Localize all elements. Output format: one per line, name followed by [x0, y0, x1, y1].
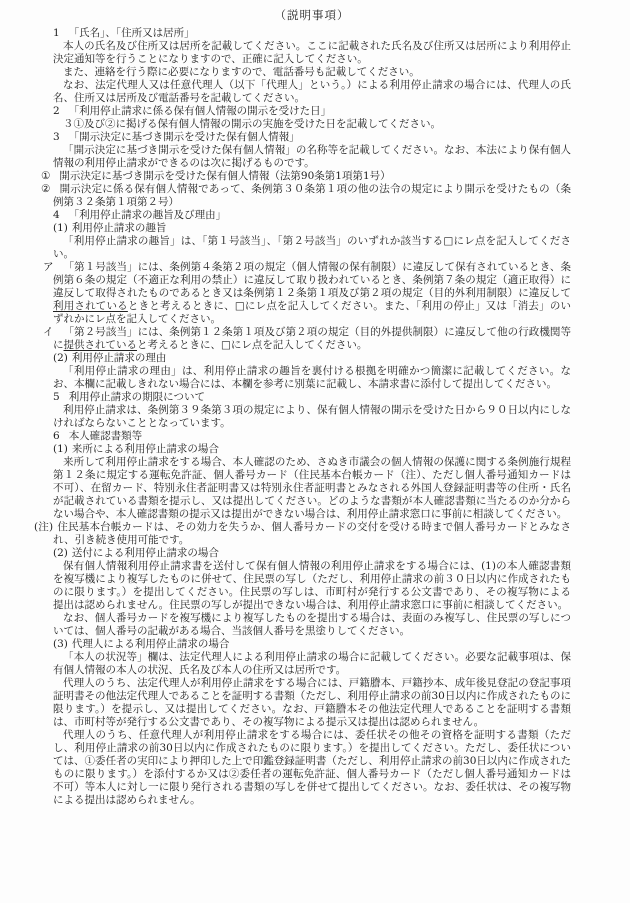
item-marker: (1) — [53, 443, 68, 455]
block-subhead — [53, 352, 571, 365]
block-para — [53, 144, 571, 170]
block-subpara — [53, 612, 571, 638]
item-marker: イ — [43, 326, 54, 338]
section-number: 5 — [53, 391, 60, 403]
block-subpara — [53, 677, 571, 729]
block-note — [34, 521, 571, 547]
block-text: なお、法定代理人又は任意代理人（以下「代理人」という。）による利用停止請求の場合には、代理人の氏名、住所又は居所及び電話番号を記載してください。 — [53, 79, 571, 104]
block-text: 「利用停止請求の理由」は、利用停止請求の趣旨を裏付ける根拠を明確かつ簡潔に記載してください。なお、本欄に記載しきれない場合には、本欄を参考に別葉に記載し、本請求書に添付して提出してください。 — [53, 365, 571, 390]
block-subpara — [53, 365, 571, 391]
item-marker: (2) — [53, 352, 68, 364]
block-text: 「開示決定に基づき開示を受けた保有個人情報」の名称等を記載してください。なお、本法により保有個人情報の利用停止請求ができるのは次に掲げるものです。 — [53, 144, 571, 169]
block-text: 代理人による利用停止請求の場合 — [71, 638, 230, 650]
section-number: 3 — [53, 131, 60, 143]
block-text: 「第１号該当」には、条例第４条第２項の規定（個人情報の保有制限）に違反して保有されているとき、条例第６条の規定（不適正な利用の禁止）に違反して取り扱われているとき、条例第７条の規定（適正取得）に違反して取得されたものであるとき又は条例第１２条第１項及び第２項の規定（目的外利用制限）に違反して — [53, 261, 572, 299]
block-text: ときと考えるときに、□にレ点を記入してください。また、「利用の停止」又は「消去」のいずれかにレ点を記入してください。 — [53, 300, 572, 325]
block-heading — [53, 105, 571, 118]
document-title: （説明事項） — [274, 8, 350, 22]
block-text: 代理人のうち、法定代理人が利用停止請求をする場合には、戸籍謄本、戸籍抄本、成年後見登記の登記事項証明書その他法定代理人であることを証明する書類（ただし、利用停止請求の前30日以内に作成されたものに限ります。）を提示し、又は提出してください。なお、戸籍謄本その他法定代理人であることを証明する書類は、市町村等が発行する公文書であり、その複写物による提示又は提出は認められません。 — [53, 677, 571, 728]
block-text: 「第２号該当」には、条例第１２条第１項及び第２項の規定（目的外提供制限）に違反して他の行政機関等に — [53, 326, 572, 351]
section-heading-text: 「利用停止請求の趣旨及び理由」 — [68, 209, 227, 221]
underlined-text: 利用されている — [53, 300, 128, 312]
item-marker: (1) — [53, 222, 68, 234]
block-text: 利用停止請求の理由 — [71, 352, 167, 364]
block-text: 住民基本台帳カードは、その効力を失うか、個人番号カードの交付を受ける時まで個人番号カードとみなされ、引き続き使用可能です。 — [53, 521, 571, 546]
block-circ — [41, 170, 571, 183]
block-subhead — [53, 547, 571, 560]
block-text: 代理人のうち、任意代理人が利用停止請求をする場合には、委任状その他その資格を証明する書類（ただし、利用停止請求の前30日以内に作成されたものに限ります。）を提出してください。ただし、委任状については、①委任者の実印により押印した上で印鑑登録証明書（ただし、利用停止請求の前30日以内に作成されたものに限ります。）を添付するか又は②委任者の運転免許証、個人番号カード（ただし個人番号通知カードは不可）等本人に対し一に限り発行される書類の写しを併せて提出してください。なお、委任状は、その複写物による提出は認められません。 — [53, 729, 571, 806]
section-heading-text: 「開示決定に基づき開示を受けた保有個人情報」 — [68, 131, 300, 143]
block-text: 利用停止請求の趣旨 — [71, 222, 167, 234]
block-subpara — [53, 456, 571, 521]
block-circ — [41, 183, 571, 209]
block-heading — [53, 27, 571, 40]
block-para — [53, 118, 571, 131]
item-marker: (注) — [34, 521, 54, 533]
block-subhead — [53, 638, 571, 651]
block-subpara — [53, 651, 571, 677]
block-heading — [53, 391, 571, 404]
block-text: 「利用停止請求の趣旨」は、「第１号該当」、「第２号該当」のいずれか該当する□にレ点を記入してください。 — [53, 235, 571, 260]
item-marker: ア — [43, 261, 54, 273]
block-heading — [53, 131, 571, 144]
item-marker: (2) — [53, 547, 68, 559]
block-text: ３①及び②に掲げる保有個人情報の開示の実施を受けた日を記載してください。 — [63, 118, 441, 130]
block-para — [53, 40, 571, 66]
block-text: なお、個人番号カードを複写機により複写したものを提出する場合は、表面のみ複写し、住民票の写しについては、個人番号の記載がある場合、当該個人番号を黒塗りしてください。 — [53, 612, 571, 637]
block-text: また、連絡を行う際に必要になりますので、電話番号も記載してください。 — [63, 66, 420, 78]
block-kata — [43, 261, 572, 326]
block-para — [53, 79, 571, 105]
section-number: 2 — [53, 105, 60, 117]
section-number: 4 — [53, 209, 60, 221]
section-heading-text: 「氏名」、「住所又は居所」 — [68, 27, 195, 39]
section-number: 1 — [53, 27, 60, 39]
block-text: 本人の氏名及び住所又は居所を記載してください。ここに記載された氏名及び住所又は居所により利用停止決定通知等を行うことになりますので、正確に記入してください。 — [53, 40, 571, 65]
block-subpara — [53, 235, 571, 261]
block-heading — [53, 430, 571, 443]
block-para — [53, 404, 571, 430]
section-heading-text: 「利用停止請求に係る保有個人情報の開示を受けた日」 — [68, 105, 332, 117]
section-heading-text: 本人確認書類等 — [68, 430, 143, 442]
block-text: 来所による利用停止請求の場合 — [71, 443, 219, 455]
item-marker: ① — [41, 170, 51, 182]
block-text: 「本人の状況等」欄は、法定代理人による利用停止請求の場合に記載してください。必要な記載事項は、保有個人情報の本人の状況、氏名及び本人の住所又は居所です。 — [53, 651, 571, 676]
underlined-text: 提供されている — [63, 339, 137, 351]
document-body — [34, 27, 572, 807]
block-subhead — [53, 443, 571, 456]
block-text: 送付による利用停止請求の場合 — [71, 547, 219, 559]
block-subpara — [53, 560, 571, 612]
block-heading — [53, 209, 571, 222]
block-text: と考えるときに、□にレ点を記入してください。 — [137, 339, 368, 351]
item-marker: (3) — [53, 638, 68, 650]
section-number: 6 — [53, 430, 60, 442]
section-heading-text: 利用停止請求の期限について — [68, 391, 205, 403]
block-text: 開示決定に基づき開示を受けた保有個人情報（法第90条第1項第1号） — [59, 170, 391, 182]
block-subpara — [53, 729, 571, 807]
block-kata — [43, 326, 572, 352]
block-text: 保有個人情報利用停止請求書を送付して保有個人情報の利用停止請求をする場合には、(1)の本人確認書類を複写機により複写したものに併せて、住民票の写し（ただし、利用停止請求の前３０日以内に作成されたものに限ります。）を提出してください。住民票の写しは、市町村が発行する公文書であり、その複写物による提出は認められません。住民票の写しが提出できない場合は、利用停止請求窓口に事前に相談してください。 — [53, 560, 571, 611]
block-subhead — [53, 222, 571, 235]
block-text: 来所して利用停止請求をする場合、本人確認のため、さぬき市議会の個人情報の保護に関する条例施行規程第１２条に規定する運転免許証、個人番号カード（住民基本台帳カード（注）、ただし個人番号通知カードは不可）、在留カード、特別永住者証明書又は特別永住者証明書とみなされる外国人登録証明書等の住所・氏名が記載されている書類を提示し、又は提出してください。どのような書類が本人確認書類に当たるのか分からない場合や、本人確認書類の提示又は提出ができない場合は、利用停止請求窓口に事前に相談してください。 — [53, 456, 571, 520]
block-para — [53, 66, 571, 79]
block-text: 利用停止請求は、条例第３９条第３項の規定により、保有個人情報の開示を受けた日から９０日以内にしなければならないこととなっています。 — [53, 404, 571, 429]
item-marker: ② — [41, 183, 51, 195]
block-text: 開示決定に係る保有個人情報であって、条例第３０条第１項の他の法令の規定により開示を受けたもの（条例第３２条第１項第２号） — [53, 183, 571, 208]
